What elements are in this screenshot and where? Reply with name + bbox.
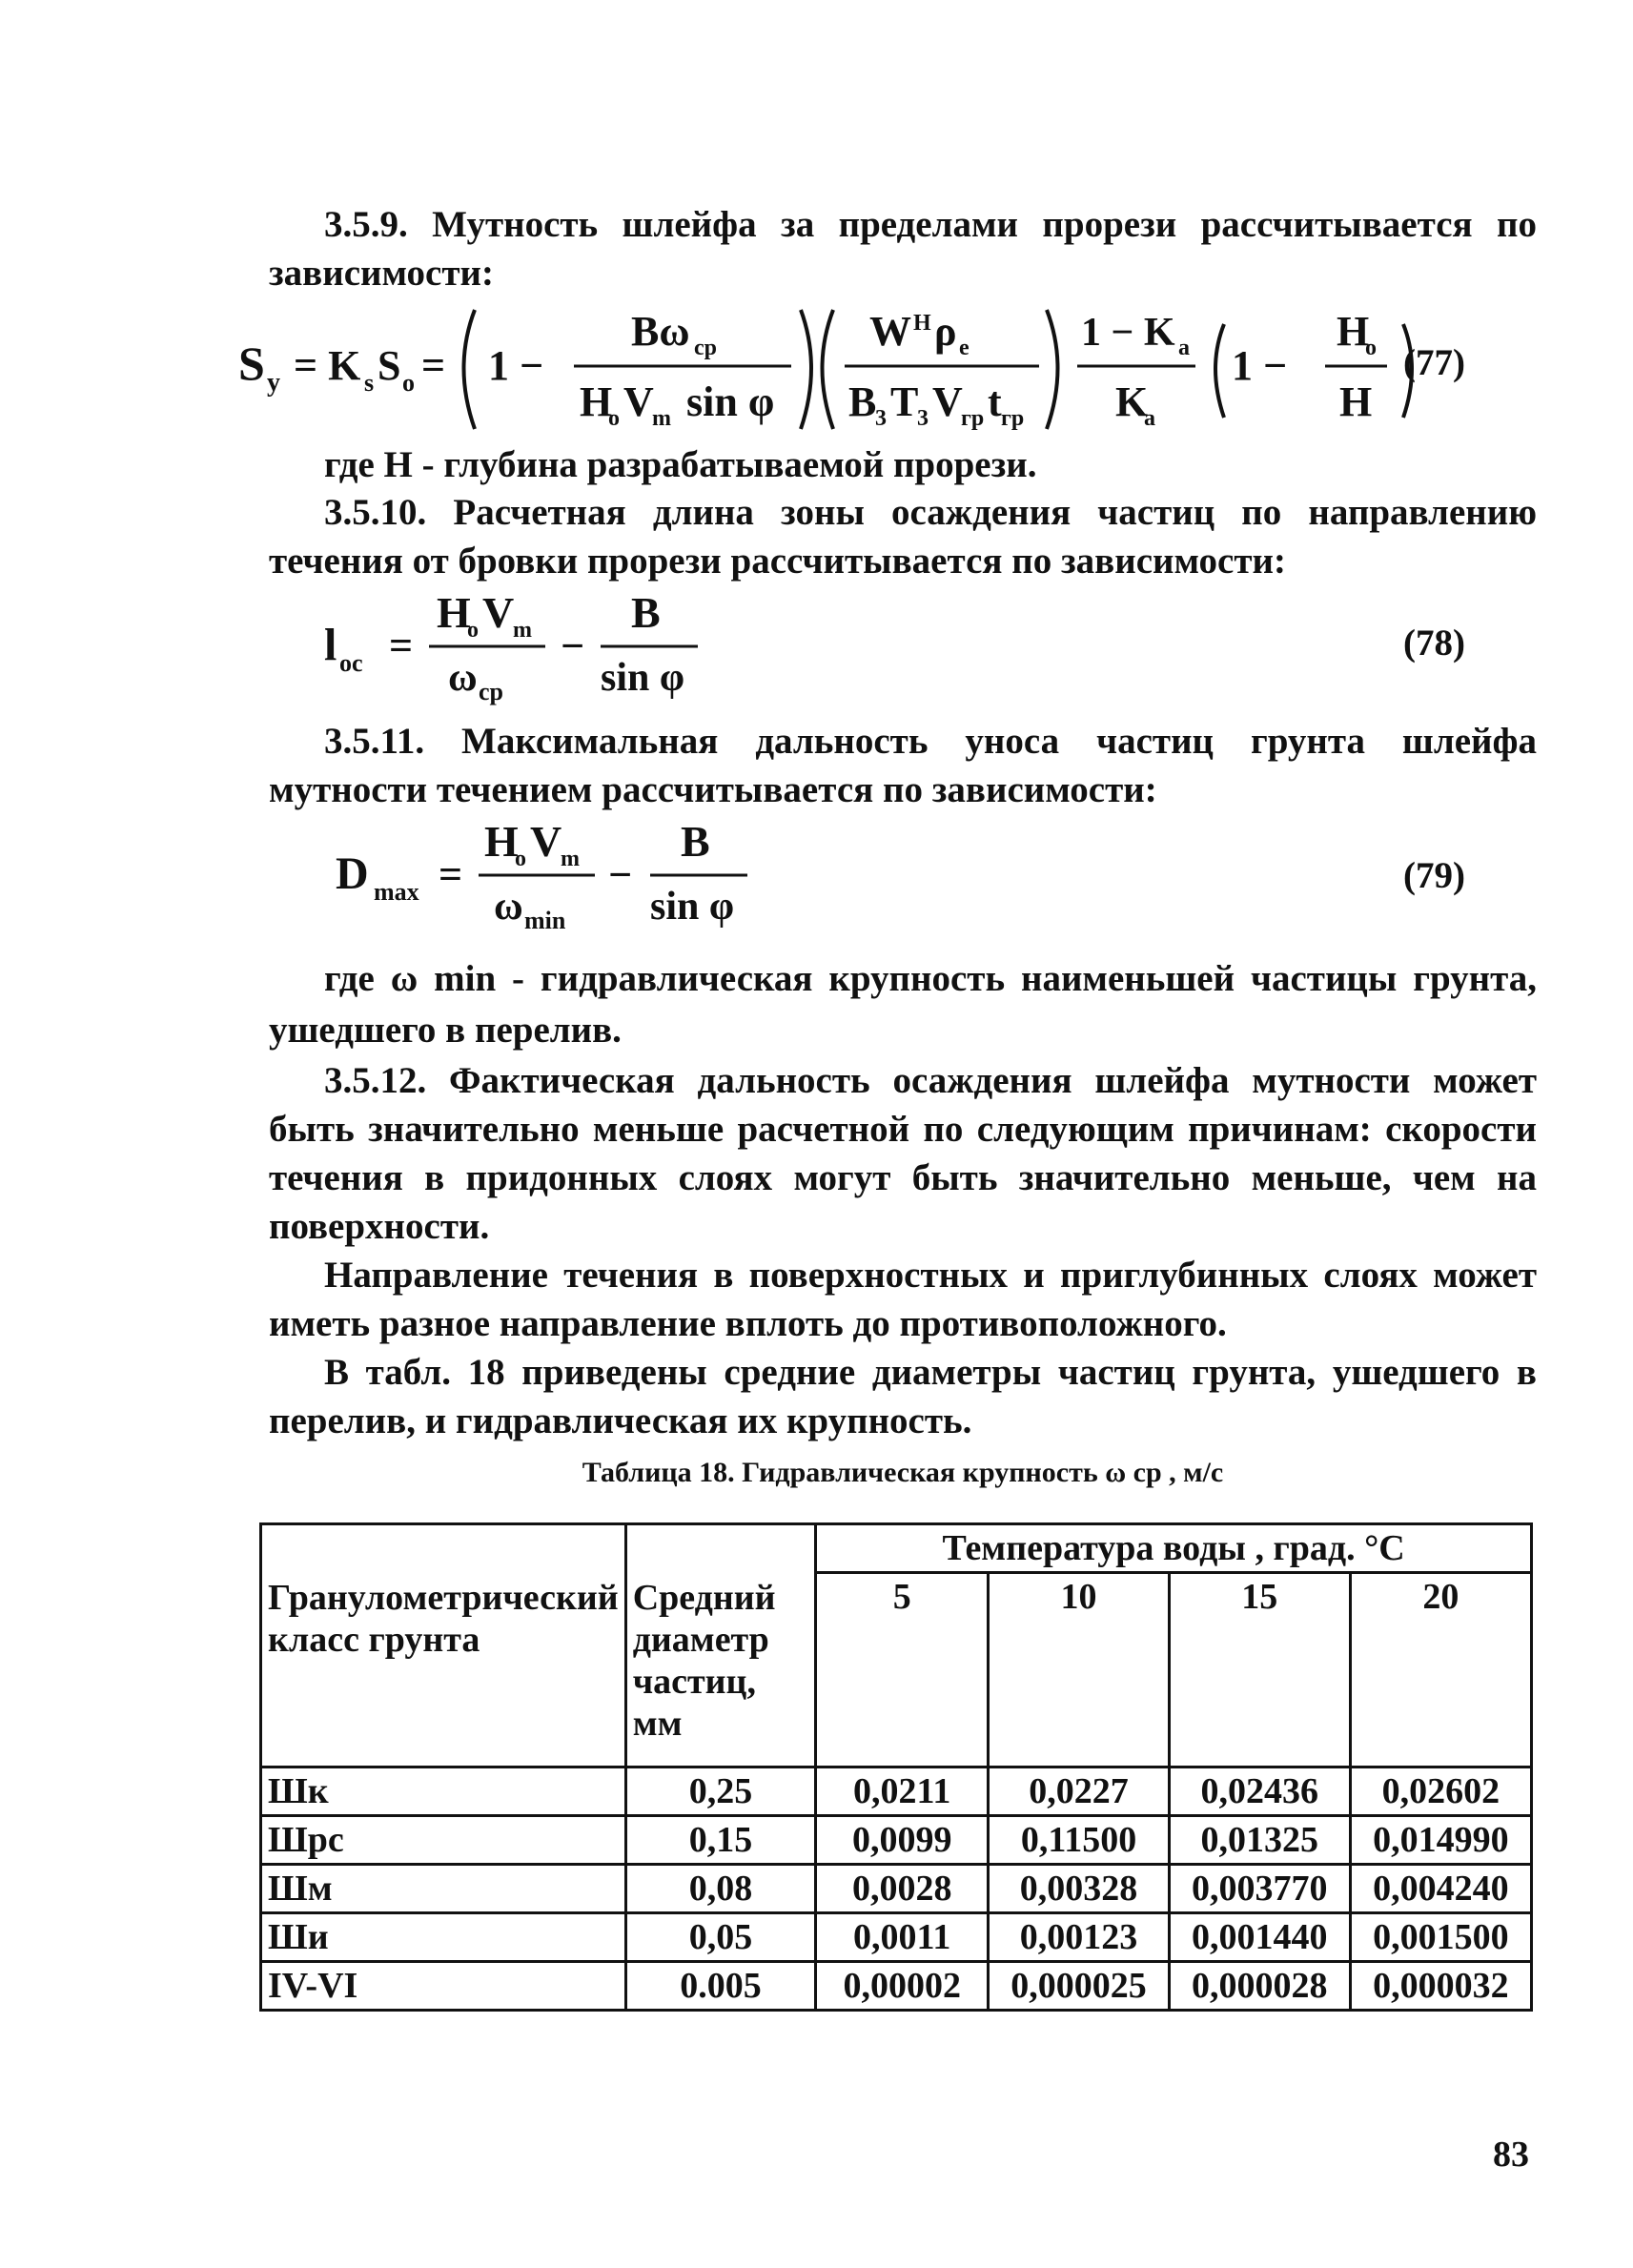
row-value-20: 0,004240 xyxy=(1350,1865,1531,1913)
header-temp-15: 15 xyxy=(1169,1573,1350,1767)
table-row xyxy=(261,1767,1532,1816)
svg-text:=: = xyxy=(421,342,446,389)
svg-text:ω: ω xyxy=(448,656,478,700)
row-value-20: 0,02602 xyxy=(1350,1767,1531,1816)
row-value-20: 0,001500 xyxy=(1350,1913,1531,1962)
table-caption: Таблица 18. Гидравлическая крупность ω ср , м/с xyxy=(582,1457,1224,1488)
svg-text:ρ: ρ xyxy=(934,308,957,355)
svg-text:H: H xyxy=(437,588,471,637)
svg-text:sin φ: sin φ xyxy=(686,378,775,425)
svg-text:o: o xyxy=(467,618,479,643)
svg-text:−: − xyxy=(561,623,585,669)
svg-text:ω: ω xyxy=(494,885,523,929)
row-diameter: 0,25 xyxy=(625,1767,816,1816)
svg-text:s: s xyxy=(364,369,375,397)
svg-text:Bω: Bω xyxy=(631,308,690,355)
svg-text:D: D xyxy=(336,848,369,899)
svg-text:H: H xyxy=(1337,308,1370,355)
svg-text:3: 3 xyxy=(875,406,887,431)
svg-text:a: a xyxy=(1144,406,1155,431)
formula-77 xyxy=(238,296,1430,439)
svg-text:l: l xyxy=(324,620,337,670)
row-class: Ши xyxy=(261,1913,626,1962)
formula-79 xyxy=(336,810,774,934)
svg-text:min: min xyxy=(524,907,566,934)
svg-text:гр: гр xyxy=(961,406,985,431)
svg-text:B: B xyxy=(631,588,661,637)
svg-text:V: V xyxy=(482,588,515,637)
svg-text:K: K xyxy=(1115,378,1149,425)
svg-text:V: V xyxy=(932,378,963,425)
svg-text:sin φ: sin φ xyxy=(601,656,685,700)
header-temp-10: 10 xyxy=(989,1573,1170,1767)
svg-text:=: = xyxy=(389,623,414,669)
svg-text:o: o xyxy=(608,406,620,431)
svg-text:B: B xyxy=(681,817,710,866)
svg-text:ср: ср xyxy=(479,678,503,705)
svg-text:−: − xyxy=(608,851,633,898)
paragraph-omega-min: где ω min - гидравлическая крупность наименьшей частицы грунта, ушедшего в перелив. xyxy=(269,958,1537,1051)
svg-text:e: e xyxy=(959,336,970,360)
paragraph-3-5-10: 3.5.10. Расчетная длина зоны осаждения частиц по направлению течения от бровки прорези рассчитывается по зависимости: xyxy=(269,492,1537,582)
row-value-15: 0,01325 xyxy=(1169,1816,1350,1865)
svg-text:V: V xyxy=(623,378,654,425)
row-value-15: 0,02436 xyxy=(1169,1767,1350,1816)
svg-text:1 − K: 1 − K xyxy=(1081,311,1175,355)
table-row xyxy=(261,1816,1532,1865)
header-water-temperature: Температура воды , град. °С xyxy=(816,1524,1532,1573)
paragraph-flow-direction: Направление течения в поверхностных и приглубинных слоях может иметь разное направление вплоть до противоположного. xyxy=(269,1255,1537,1344)
row-value-20: 0,014990 xyxy=(1350,1816,1531,1865)
svg-text:W: W xyxy=(869,308,911,355)
paragraph-3-5-9: 3.5.9. Мутность шлейфа за пределами прорези рассчитывается по зависимости: xyxy=(269,204,1537,294)
svg-text:a: a xyxy=(1178,336,1190,360)
row-value-15: 0,000028 xyxy=(1169,1962,1350,2011)
svg-text:o: o xyxy=(1365,336,1377,360)
svg-text:sin φ: sin φ xyxy=(650,885,735,929)
paragraph-table-intro: В табл. 18 приведены средние диаметры частиц грунта, ушедшего в перелив, и гидравлическая их крупность. xyxy=(269,1352,1537,1441)
row-value-10: 0,00123 xyxy=(989,1913,1170,1962)
svg-text:m: m xyxy=(652,406,671,431)
header-temp-5: 5 xyxy=(816,1573,989,1767)
svg-text:1 −: 1 − xyxy=(488,342,544,389)
paragraph-3-5-11: 3.5.11. Максимальная дальность уноса частиц грунта шлейфа мутности течением рассчитывается по зависимости: xyxy=(269,721,1537,810)
svg-text:1 −: 1 − xyxy=(1232,342,1288,389)
row-diameter: 0,15 xyxy=(625,1816,816,1865)
svg-text:B: B xyxy=(848,378,877,425)
svg-text:S: S xyxy=(238,337,265,390)
table-row xyxy=(261,1913,1532,1962)
row-value-5: 0,00002 xyxy=(816,1962,989,2011)
row-value-20: 0,000032 xyxy=(1350,1962,1531,2011)
row-diameter: 0,05 xyxy=(625,1913,816,1962)
svg-text:S: S xyxy=(378,342,401,389)
row-value-5: 0,0011 xyxy=(816,1913,989,1962)
row-value-10: 0,000025 xyxy=(989,1962,1170,2011)
svg-text:ср: ср xyxy=(694,336,717,360)
equation-number-79: (79) xyxy=(1403,855,1465,896)
table-row xyxy=(261,1865,1532,1913)
row-value-5: 0,0211 xyxy=(816,1767,989,1816)
svg-text:m: m xyxy=(561,847,580,871)
svg-text:ос: ос xyxy=(339,649,363,677)
svg-text:3: 3 xyxy=(917,406,929,431)
svg-text:T: T xyxy=(890,378,919,425)
row-value-15: 0,003770 xyxy=(1169,1865,1350,1913)
formula-78 xyxy=(324,582,744,705)
row-class: IV-VI xyxy=(261,1962,626,2011)
svg-text:o: o xyxy=(515,847,526,871)
svg-text:max: max xyxy=(374,878,419,906)
equation-number-77: (77) xyxy=(1403,342,1465,383)
page-number: 83 xyxy=(1493,2135,1529,2175)
header-mean-diameter: Средний диаметр частиц, мм xyxy=(625,1524,816,1767)
row-diameter: 0.005 xyxy=(625,1962,816,2011)
row-value-5: 0,0028 xyxy=(816,1865,989,1913)
svg-text:m: m xyxy=(513,618,532,643)
paragraph-depth-note: где Н - глубина разрабатываемой прорези. xyxy=(324,444,1037,485)
row-class: Шм xyxy=(261,1865,626,1913)
row-value-10: 0,0227 xyxy=(989,1767,1170,1816)
row-value-15: 0,001440 xyxy=(1169,1913,1350,1962)
hydraulic-size-table xyxy=(259,1522,1533,2012)
header-granulometric-class: Гранулометрический класс грунта xyxy=(261,1524,626,1767)
equation-number-78: (78) xyxy=(1403,623,1465,664)
svg-text:o: o xyxy=(402,369,415,397)
svg-text:H: H xyxy=(580,378,613,425)
row-value-10: 0,11500 xyxy=(989,1816,1170,1865)
svg-text:H: H xyxy=(484,817,519,866)
row-diameter: 0,08 xyxy=(625,1865,816,1913)
svg-text:H: H xyxy=(913,311,931,336)
row-value-10: 0,00328 xyxy=(989,1865,1170,1913)
svg-text:гр: гр xyxy=(1001,406,1025,431)
row-class: Шрс xyxy=(261,1816,626,1865)
header-temp-20: 20 xyxy=(1350,1573,1531,1767)
row-value-5: 0,0099 xyxy=(816,1816,989,1865)
row-class: Шк xyxy=(261,1767,626,1816)
paragraph-3-5-12: 3.5.12. Фактическая дальность осаждения шлейфа мутности может быть значительно меньше расчетной по следующим причинам: скорости течения в придонных слоях могут быть значительно меньше, чем на поверхности. xyxy=(269,1060,1537,1247)
svg-text:=: = xyxy=(439,851,463,898)
table-row xyxy=(261,1962,1532,2011)
svg-text:t: t xyxy=(988,378,1002,425)
svg-text:= K: = K xyxy=(294,342,361,389)
svg-text:y: y xyxy=(267,368,280,398)
svg-text:H: H xyxy=(1339,378,1373,425)
svg-text:V: V xyxy=(530,817,562,866)
